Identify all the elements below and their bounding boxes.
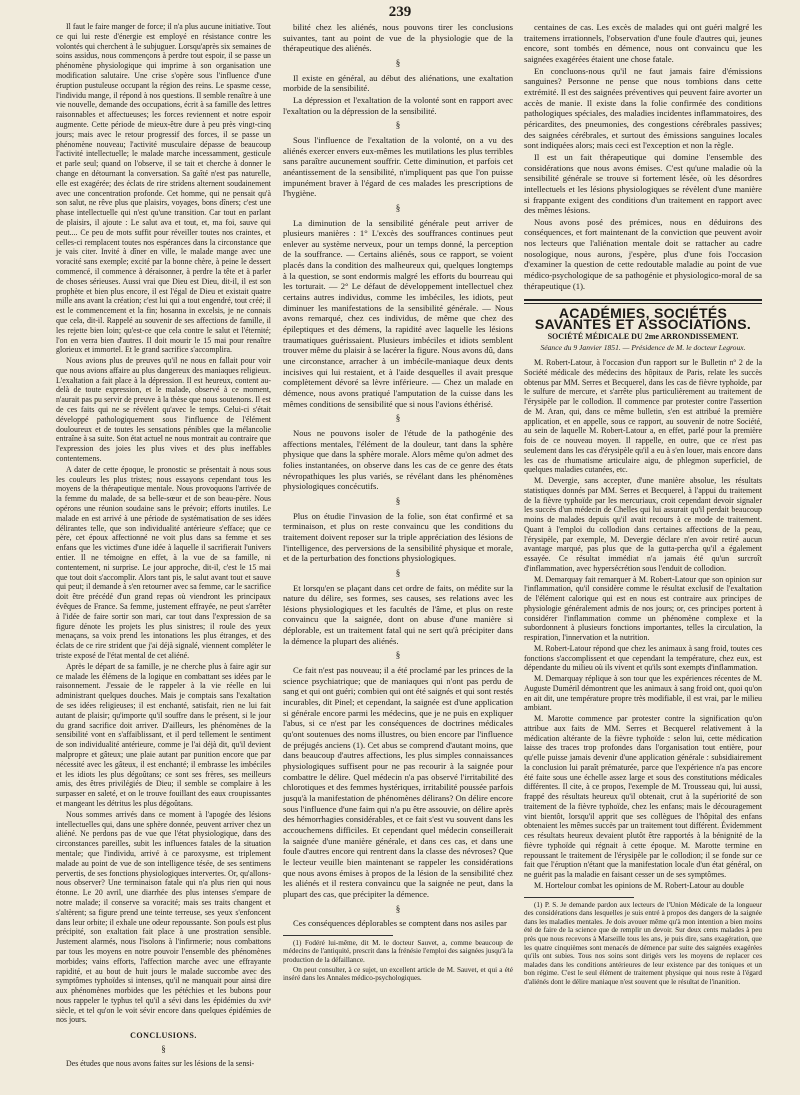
paragraph: Nous ne pouvons isoler de l'étude de la pathogénie des affections mentales, l'élément de la douleur, tant dans la sphère physique que dans la sphère morale. Alors même qu'on admet des folies instantanées, on observe dans les cas de ce genre des états névropathiques les plus variés, se révélant dans les phénomènes physiologiques concécutifs. [283,427,513,492]
paragraph: M. Demarquay réplique à son tour que les expériences récentes de M. Auguste Duméril démontrent que les animaux à sang froid ont, quoi qu'on en ait dit, une température propre très modifiable, il est vrai, par le milieu ambiant. [524,674,762,713]
footnote: On peut consulter, à ce sujet, un excellent article de M. Sauvet, et qui a été inséré dans les Annales médico-psychologiques. [283,965,513,983]
paragraph: Après le départ de sa famille, je ne cherche plus à faire agir sur ce malade les élémens de la logique en combattant ses idées par le raisonnement. J'essaie de le rappeler à la vie réelle en lui administrant quelques douches. Mais je comptais sans l'exaltation de ses idées religieuses; il est enchanté, satisfait, rien ne lui fait autant de plaisir; qu'importe qu'il souffre dans le présent, si le jour du grand sacrifice doit arriver. D'ailleurs, les phénomènes de la sensibilité vont en s'affaiblissant, et il perd tellement le sentiment de son individualité antérieure, comme je l'ai déjà dit, qu'il devient malpropre et gâteux; une plaie autant par punition encore que par nécessité avec les gâteux, il est enchanté; il embrasse les imbéciles et les idiots les plus dégoûtans; ce sont ses frères, ses meilleurs amis, des êtres privilégiés de Dieu; il semble se complaire à les surpasser en saleté, et on le trouve fouillant des eaux croupissantes et mangeant les détritus les plus dégoûtans. [56,661,271,808]
paragraph: Il faut le faire manger de force; il n'a plus aucune initiative. Tout ce qui lui reste d'énergie est employé en résistance contre les volontés qui cherchent à le subjuguer. Lorsqu'après six semaines de soins assidus, nous commençons à perdre tout espoir, il se passe un phénomène physiologique qui imprime à son organisation une modification salutaire. Une crise s'opère sous l'influence d'une éruption pustuleuse occupant la région des reins. Le spasme cesse, l'individu mange, il répond à nos questions. Il semble renaître à une vie nouvelle, demande des occupations, écrit à sa famille des lettres raisonnables et affectueuses; les forces reviennent et notre espoir augmente. Cette période de mieux-être dure à peu près vingt-cinq jours; mais avec le retour progressif des forces, il se passe un phénomène nouveau; l'activité musculaire dépasse de beaucoup l'activité intellectuelle; le malade marche incessamment, gesticule et parle seul; quand on l'observe, il se tait et cherche à donner le change en détournant la conversation. Sa gaîté n'est pas naturelle, elle est exagérée; des éclats de rire stridens alternent soudainement avec une concentration profonde. Cet homme, qui ne pensait qu'à son salut, ne rêve plus que plaisirs, voyages, bons dîners; c'est une phase intellectuelle qui n'est qu'une transition. Car tout en parlant de plaisirs, il ajoute : Le salut ava et tout, et, ma foi, sauve qui peut.... Ce peu de mots suffit pour réveiller toutes nos craintes, et celles-ci remplacent toutes nos espérances dans la circonstance que je vais citer. Invité à dîner en ville, le malade mange avec une voracité sans exemple; excité par la bonne chère, à peine le dessert commencé, il commence à déraisonner, à perdre la tête et à parler de choses sérieuses. Aussi vrai que Dieu est Dieu, dit-il, il est son prophète et bien plus encore, il est l'égal de Dieu et existait quatre mille ans avant la création; c'est lui qui a tout engendré, tout créé; il est le commencement et la fin; hosanna in excelsis, je ne connais que cela, dit-il. Rappelé au souvenir de ses affections de famille, il les rejette bien loin; qu'est-ce que cela contre le salut et l'éternité; l'on en verra bien d'autres. Il doit mourir le 15 mai pour renaître glorieux et immortel. Et le grand sacrifice s'accomplira. [56,22,271,355]
paragraph: centaines de cas. Les excès de malades qui ont guéri malgré les traitemens irrationnels, l'observation d'une foule d'autres qui, jeunes encore, sont tombés en démence, nous ont convaincu que les saignées exagérées étaient une chose fatale. [524,22,762,64]
paragraph: Sous l'influence de l'exaltation de la volonté, on a vu des aliénés exercer envers eux-mêmes les mutilations les plus terribles sans paraître aucunement souffrir. Cette diminution, et parfois cet anéantissement de la sensibilité, n'impliquent pas que l'on puisse impunément braver à l'égard de ces malades les prescriptions de l'hygiène. [283,134,513,199]
academy-report [524,358,762,891]
conclusions-heading: CONCLUSIONS. [130,1031,197,1041]
paragraph: Il est un fait thérapeutique qui domine l'ensemble des considérations que nous avons émises. C'est qu'une maladie où la sensibilité générale se trouve si fortement lésée, où les désordres intellectuels et les lésions physiologiques se révèlent d'une manière si frappante exigent des conditions d'un traitement en rapport avec des mêmes lésions. [524,151,762,216]
paragraph: bilité chez les aliénés, nous pouvons tirer les conclusions suivantes, tant au point de vue de la physiologie que de la thérapeutique des aliénés. [283,22,513,54]
section-divider [524,299,762,304]
paragraph: En concluons-nous qu'il ne faut jamais faire d'émissions sanguines? Personne ne pense que nous tombions dans cette extrémité. Il est des saignées préventives qui peuvent faire avorter un accès de manie. Il existe dans la folie confirmée des conditions pathologiques spéciales, des maladies incidentes inflammatoires, des péricardites, des pneumonies, des congestions cérébrales passives; des saignées cérébrales, et surtout des émissions sanguines locales sont indiquées alors; mais ceci est l'exception et non la règle. [524,65,762,151]
paragraph: La diminution de la sensibilité générale peut arriver de plusieurs manières : 1° L'excès des souffrances continues peut enlever au système nerveux, pour un temps donné, la perception de la souffrance. — Certains aliénés, sous ce rapport, se voient placés dans la condition des malheureux qui, quelques longtemps à la question, se sont endormis malgré les efforts du bourreau qui les torturait. — 2° Le défaut de développement intellectuel chez certains autres individus, comme les imbéciles, les idiots, peut diminuer les manifestations de la sensibilité générale. — Nous avons remarqué, chez ces individus, de même que chez des épileptiques et des démens, la rapidité avec laquelle les lésions traumatiques guérissaient. Plusieurs imbéciles et idiots semblent trouver même du plaisir à se lacérer la figure. Nous avons dû, dans une circonstance, arracher à un imbécile-maniaque deux dents incisives qui lui restaient, et à l'aide desquelles il avait presque complètement dévoré sa lèvre inférieure. — Chez un malade en démence, nous avons pratiqué l'amputation de la cuisse dans les mêmes conditions de sensibilité que si nous l'avions éthérisé. [283,217,513,409]
section-mark: § [395,903,401,914]
footnote-divider [524,897,634,898]
paragraph: Et lorsqu'en se plaçant dans cet ordre de faits, on médite sur la nature du délire, ses formes, ses causes, ses relations avec les lésions physiologiques et les facultés de l'âme, et plus on reste convaincu que la saignée, dont on abuse d'une manière si déplorable, est un traitement fatal qui ne sert qu'à précipiter dans la démence la plupart des aliénés. [283,582,513,646]
footnote: (1) P. S. Je demande pardon aux lecteurs de l'Union Médicale de la longueur des considérations dans lesquelles je suis entré à propos des dangers de la saignée dans les maladies mentales. Je dois avouer même qu'à mon intention a bien moins été de faire de la science que de remplir un devoir. Sur deux cents malades à peu près que nous recevons à Marseille tous les ans, je puis dire, sans exagération, que les quatre cinquièmes sont menacés de démence par suite des saignées exagérées qu'ils ont subies. Tous nos soins sont dirigés vers les moyens de replacer ces malades dans les conditions antérieures de leur existence par des toniques et un bon régime. C'est le seul élément de traitement physique qui nous reste à l'égard d'aliénés dont le délire maniaque n'est souvent que le résultat de l'inanition. [524,900,762,986]
paragraph: Ce fait n'est pas nouveau; il a été proclamé par les princes de la science psychiatrique; que de maniaques qui n'ont pas perdu de sang et qui ont guéri; combien qui ont été saignés et qui sont restés incurables, dit Pinel; et cependant, la saignée est d'une application si générale encore parmi les médecins, que je ne puis en expliquer l'abus, si ce n'est par les conséquences de doctrines médicales qu'ont soutenues des noms illustres, ou bien encore par l'influence de préjugés anciens (1). Cet abus se comprend d'autant moins, que dans beaucoup d'autres affections, les plus simples connaissances physiologiques suffisent pour ne pas recourir à la saignée pour combattre le délire. Quel médecin n'a pas observé l'irritabilité des chlorotiques et des femmes hystériques, irritabilité poussée parfois jusqu'à la manifestation de phénomènes délirans? On délire encore sous l'influence d'une faim qui n'a pu être assouvie, on délire après des hémorrhagies considérables, et ce fait s'est vu souvent dans les accouchemens difficiles. Et cependant quel médecin conseillerait la saignée d'une manière générale, et dans ces cas, et dans une foule d'autres encore qui rentrent dans la classe des névroses? Que le lecteur veuille bien maintenant se rappeler les considérations que nous avons émises à propos de la lésion de la sensibilité chez les aliénés et il restera convaincu que la saignée ne peut, dans la plupart des cas, que précipiter la démence. [283,665,513,899]
society-name: SOCIÉTÉ MÉDICALE DU 2me ARRONDISSEMENT. [547,331,739,341]
paragraph: M. Devergie, sans accepter, d'une manière absolue, les résultats statistiques donnés par MM. Serres et Becquerel, à l'appui du traitement de la fièvre typhoïde par les mercuriaux, croit cependant devoir signaler les succès d'un médecin de Chelles qui lui assurait qu'il perdait beaucoup moins de malades depuis qu'il avait recours à ce mode de traitement. Quant à l'emploi du collodion dans certaines affections de la peau, l'érysipèle, par exemple, M. Devergie déclare n'en avoir retiré aucun avantage marqué, pas plus que de la gutta-percha qu'il a également essayée. Ce résultat immédiat n'a jamais été qu'un surcroît d'inflammation, avec hypersécrétion sous l'enduit de collodion. [524,476,762,573]
column-left [56,22,271,1070]
paragraph: Ces conséquences déplorables se comptent dans nos asiles par [293,918,507,929]
paragraph: A dater de cette époque, le pronostic se présentait à nous sous les couleurs les plus tristes; nous essayons cependant tous les moyens de la thérapeutique mentale. Nous provoquons l'arrivée de la femme du malade, de sa belle-sœur et de son beau-père. Nous opérons une réunion soudaine sans le prévoir; efforts inutiles. Le malade en est arrivé à une période de systématisation de ses idées délirantes telle, que son individualité antérieure s'efface; que ce père, cet époux affectionné ne voit plus dans sa femme et ses enfans que les victimes d'une idée à laquelle il sacrifierait l'univers entier. Il ne témoigne en effet, à la vue de sa famille, ni contentement, ni surprise. Le jour approche, dit-il, c'est le 15 mai que tout doit s'accomplir. Alors tant pis, le salut avant tout et sauve qui peut; il demande à s'en retourner avec sa femme, car le sacrifice doit être précédé d'un grand repas où viendront les principaux évêques de France. Sa femme, justement effrayée, ne peut s'arrêter à l'idée de faire sortir son mari, car tout dans l'expression de sa figure dénote les projets les plus sinistres; il roule des yeux menaçans, sa voix prend les intonations les plus étranges, et des éclats de ce rire strident que j'ai déjà signalé, viennent compléter le triste exposé de l'état mental de cet aliéné. [56,464,271,660]
column-middle [283,22,513,984]
paragraph: M. Hortelour combat les opinions de M. Robert-Latour au double [534,880,744,890]
section-mark: § [395,57,401,68]
paragraph: M. Robert-Latour, à l'occasion d'un rapport sur le Bulletin nº 2 de la Société médicale des médecins des hôpitaux de Paris, relate les succès obtenus par MM. Serres et Becquerel, dans les cas de fièvre typhoïde, par le sulfure de mercure, et s'arrête plus particulièrement au traitement de l'érysipèle par le collodion. Il commence par protester contre l'assertion de M. Aran, qui, dans ce même bulletin, s'en est attribué la première application, et en appelle, sous ce rapport, au souvenir de notre Société, au sein de laquelle M. Robert-Latour a, en effet, parlé pour la première fois de ce nouveau moyen. Il rappelle, en outre, que ce n'est pas seulement dans les cas d'érysipèle qu'il a eu à s'en louer, mais encore dans les cas de rhumatisme articulaire aigu, de phlegmon superficiel, de quelques maladies cutanées, etc. [524,358,762,475]
section-mark: § [161,1044,166,1055]
footnotes [283,939,513,983]
paragraph: Nous avions plus de preuves qu'il ne nous en fallait pour voir que nous avions affaire au plus dangereux des maniaques religieux. L'exaltation a fait place à la dépression. Il est heureux, content au-delà de toute expression, et le malade, observé à ce moment, n'aurait pas pu servir de preuve à la thèse que nous soutenons. Il est de ces faits qui ne se révèlent qu'avec le temps. Celui-ci s'était développé pathologiquement sous l'influence de l'élément douloureux et de toutes les sensations pénibles que la mélancolie entraîne à sa suite. Son état actuel ne nous montrait au contraire que l'expression des joies les plus vives et des plus ineffables contentemens. [56,356,271,464]
section-mark: § [395,650,401,661]
paragraph: M. Marotte commence par protester contre la signification qu'on attribue aux faits de MM. Serres et Becquerel relativement à la médication altérante de la fièvre typhoïde : selon lui, cette médication laisse des traces trop profondes dans l'organisation tout entière, pour qu'elle puisse jamais devenir d'une application générale : subsidiairement la conclusion lui paraît prématurée, parce que l'expérience n'a pas encore été faite sous une échelle assez large et sous des constitutions médicales différentes. Il cite, à ce propos, l'exemple de M. Trousseau qui, lui aussi, frappé des résultats heureux qu'il obtenait, crut à la supériorité de son traitement de la fièvre typhoïde, chez les enfans; mais le découragement vint bientôt, lorsqu'il apprit que ses collègues de l'hôpital des enfans obtenaient les mêmes succès par un traitement tout différent. Évidemment ces résultats heureux devaient plutôt être rapportés à la bénignité de la fièvre typhoïde qui régnait à cette époque. M. Marotte termine en repoussant le traitement de l'érysipèle par le collodion; il se fonde sur ce fait que l'éruption n'étant que la manifestation locale d'un état général, on ne guérit pas la maladie en faisant cesser un de ses symptômes. [524,714,762,880]
academy-section-title: ACADÉMIES, SOCIÉTÉS SAVANTES ET ASSOCIATIONS. [534,305,752,333]
footnote: (1) Fodéré lui-même, dit M. le docteur Sauvet, a, comme beaucoup de médecins de l'antiquité, prescrit dans la frénésie l'emploi des saignées jusqu'à la production de la défaillance. [283,938,513,965]
paragraph: Des études que nous avons faites sur les lésions de la sensi- [66,1058,255,1068]
footnotes [524,901,762,987]
section-mark: § [395,120,401,131]
paragraph: Nous sommes arrivés dans ce moment à l'apogée des lésions intellectuelles qui, dans une sphère donnée, peuvent arriver chez un aliéné. Ne perdons pas de vue que l'état physiologique, dans des circonstances pareilles, subit les influences fatales de la situation mentale; que l'individu, arrivé à ce paroxysme, est triplement malade au point de vue de son intelligence tésée, de ses sentimens pervertis, de ses fonctions physiologiques intervertes. Or, qu'allons-nous observer? Une terminaison fatale qui n'a plus rien qui nous étonne. Le 20 avril, une diarrhée des plus intenses s'empare de notre malade; il conserve sa voracité; mais ses traits changent et s'altèrent; sa figure prend une teinte terreuse, ses yeux s'enfoncent dans leur orbite; il exhale une odeur repoussante. Son pouls est plus précipité, son exaltation fait place à une prostration sensible. Justement alarmés, nous l'isolons à l'infirmerie; nous combattons par tous les moyens en notre pouvoir l'ensemble des phénomènes morbides; vains efforts, l'affection marche avec une effrayante rapidité, et au bout de huit jours le malade succombe avec des symptômes typhoïdes si intenses, qu'il ne manquait pour ainsi dire aux phénomènes morbides que les pétéchies et les bubons pour nous rappeler le typhus tel qu'il a sévi dans les épidémies du xviᵉ siècle, et tel qu'on le voit sévir encore dans quelques épidémies de nos jours. [56,809,271,1025]
footnote-divider [283,935,393,936]
session-line: Séance du 9 Janvier 1851. — Présidence de M. le docteur Legroux. [540,343,746,353]
paragraph: M. Demarquay fait remarquer à M. Robert-Latour que son opinion sur l'inflammation, qu'il considère comme le résultat exclusif de l'exaltation de l'élément calorique qui est en nous est contraire aux principes de physiologie généralement admis de nos jours; or, ces principes portent à considérer l'inflammation comme un phénomène complexe et la subordonnent à plusieurs fonctions importantes, telles la circulation, la respiration, l'innervation et la nutrition. [524,574,762,643]
section-mark: § [395,567,401,578]
column-right [524,22,762,987]
section-mark: § [395,202,401,213]
paragraph: La dépression et l'exaltation de la volonté sont en rapport avec l'exaltation ou la dépression de la sensibilité. [283,94,513,116]
paragraph: Nous avons posé des prémices, nous en déduirons des conséquences, et fort maintenant de la conviction que peuvent avoir nos lecteurs que l'aliénation mentale doit se rattacher au cadre nosologique, nous aurons, j'espère, plus d'une fois l'occasion d'examiner la question de cette redoutable maladie au point de vue médico-psychologique de sa pathogénie et physiologico-moral de sa thérapeutique (1). [524,216,762,291]
paragraph: Plus on étudie l'invasion de la folie, son état confirmé et sa terminaison, et plus on reste convaincu que les conditions du traitement doivent reposer sur la triple appréciation des lésions de l'intelligence, des perversions de la sensibilité physique et morale, et de la perturbation des fonctions physiologiques. [283,510,513,564]
page-number: 239 [388,4,412,20]
paragraph: Il existe en général, au début des aliénations, une exaltation morbide de la sensibilité. [283,72,513,94]
section-mark: § [395,495,401,506]
paragraph: M. Robert-Latour répond que chez les animaux à sang froid, toutes ces fonctions s'accomplissent et que cependant la température, chez eux, est dépendante du milieu où ils vivent et qu'ils sont exempts d'inflammation. [524,643,762,673]
section-mark: § [395,413,401,424]
